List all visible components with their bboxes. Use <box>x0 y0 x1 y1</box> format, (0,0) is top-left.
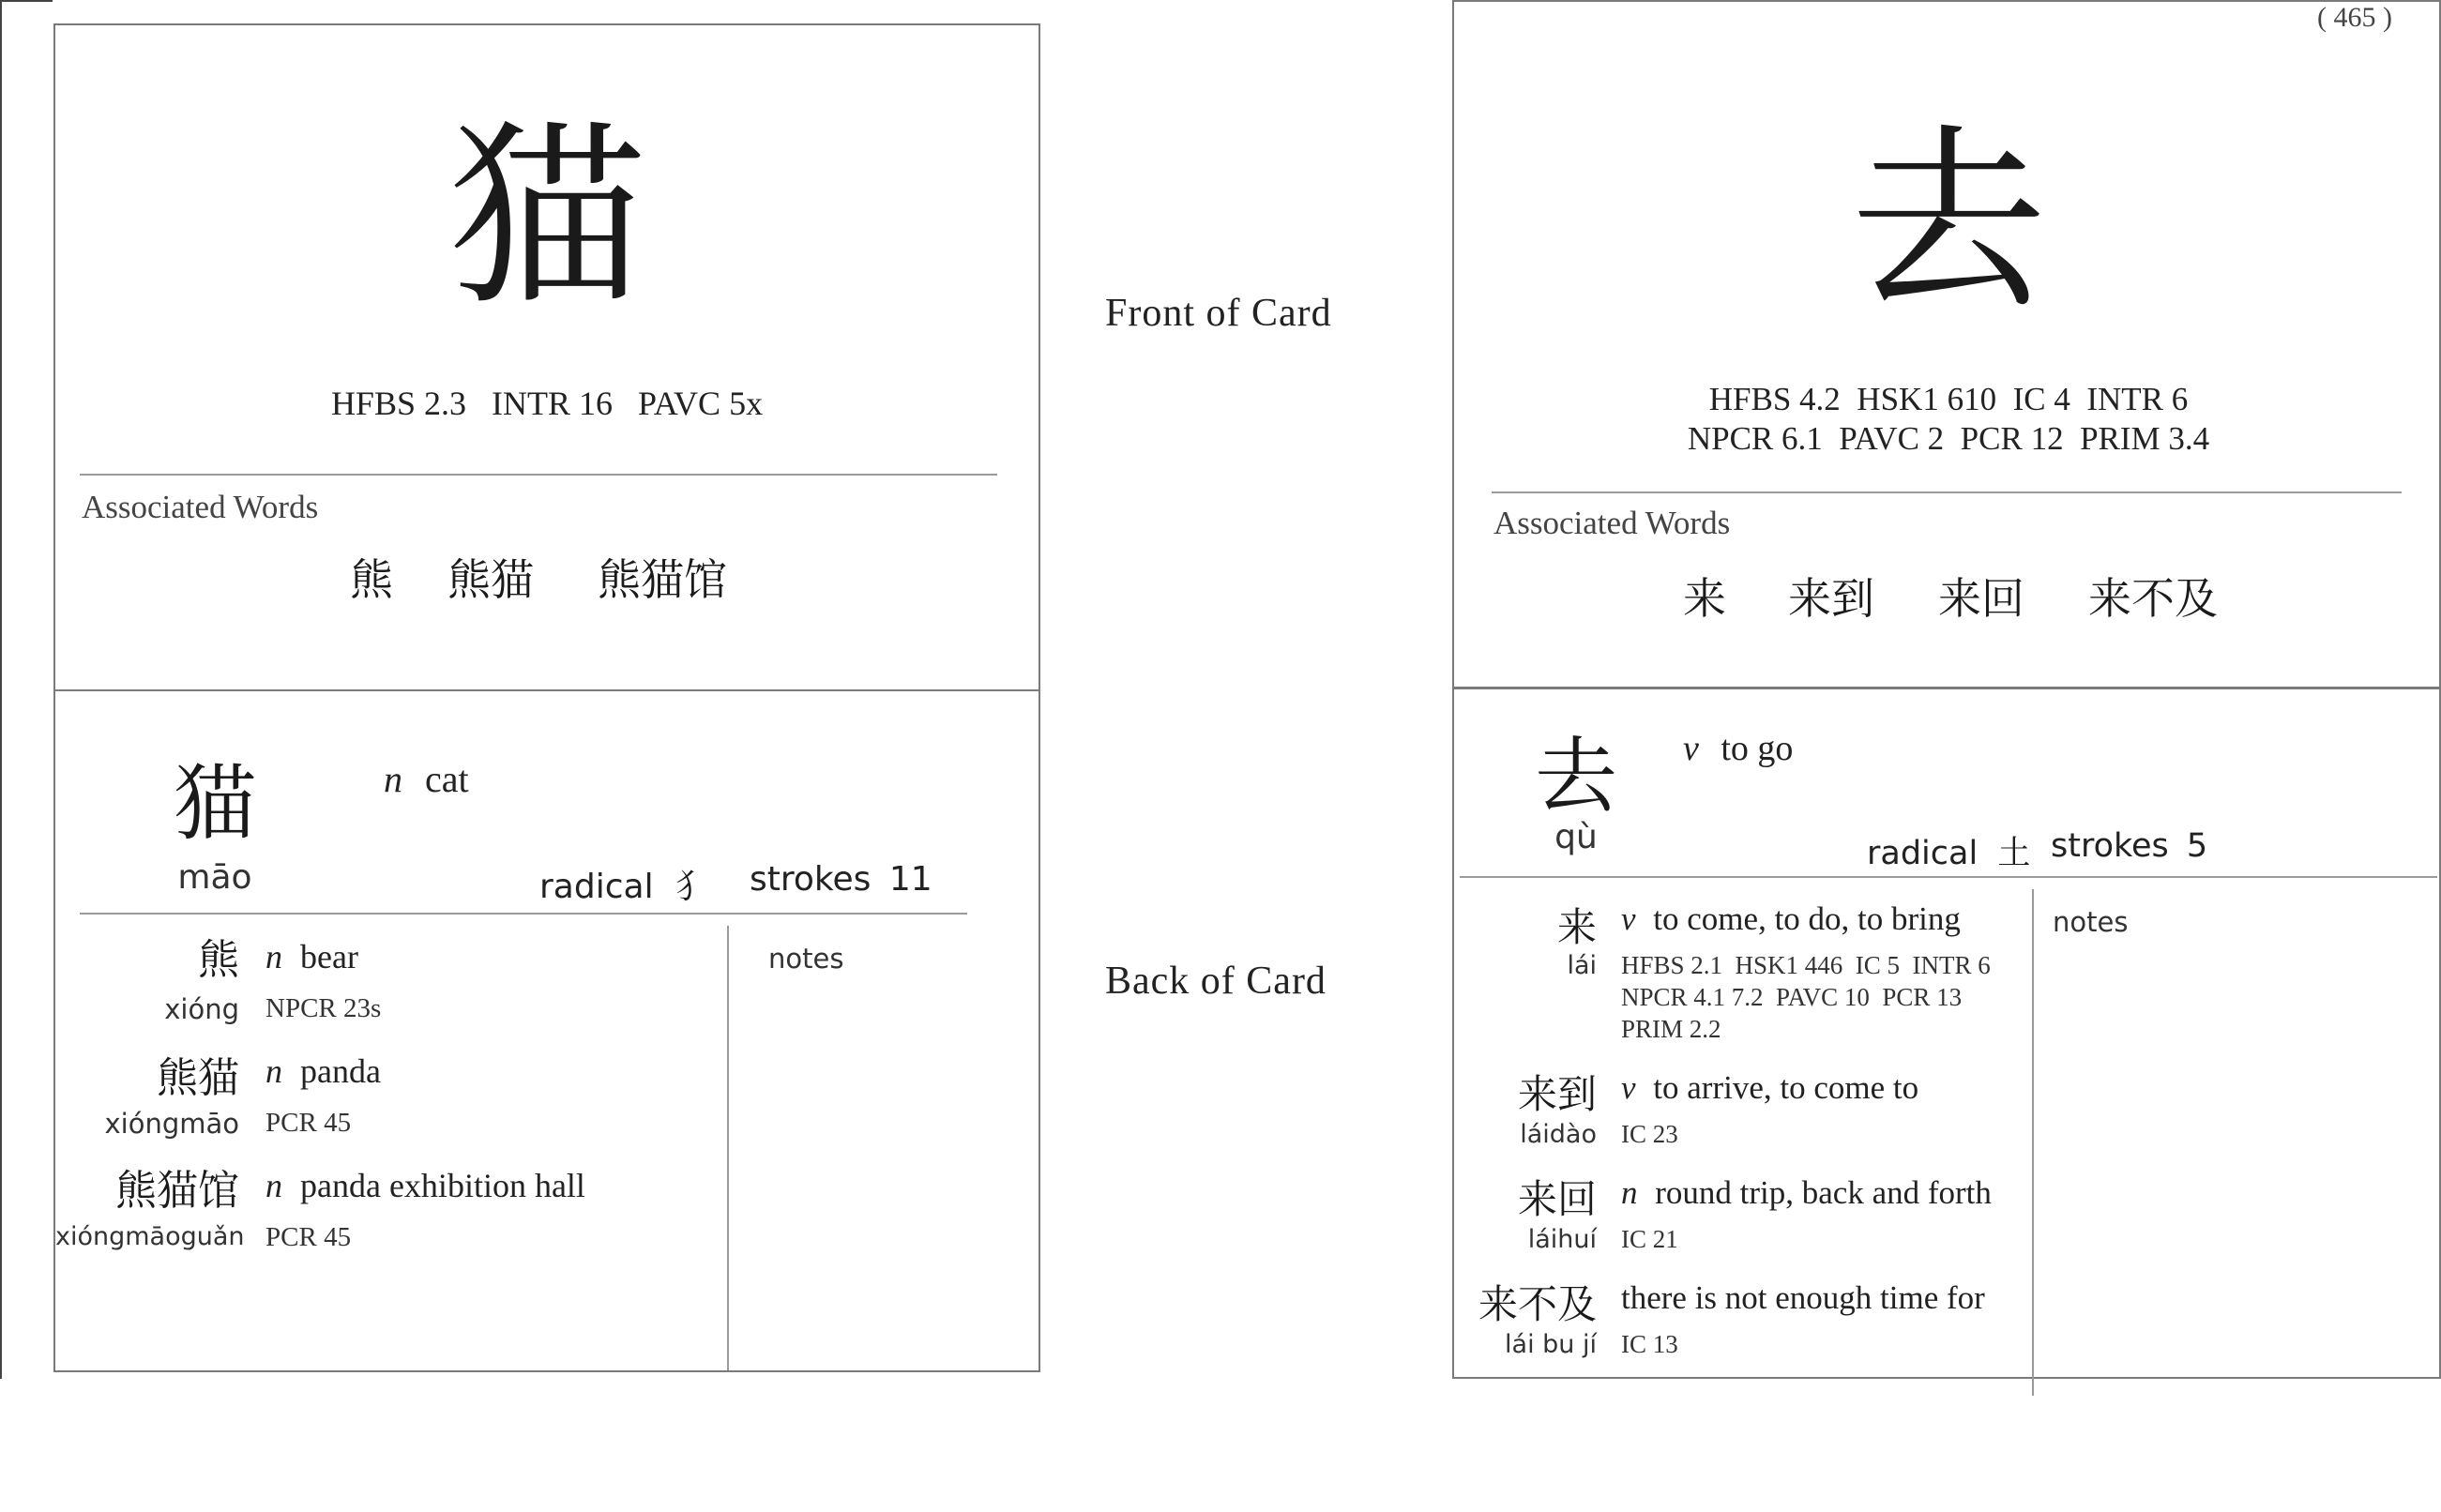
card2-entry-3-def <box>1621 1174 1992 1212</box>
card2-entry-3-refs: IC 21 <box>1621 1225 1678 1253</box>
card1-strokes-value: 11 <box>888 860 932 899</box>
card1-strokes-label: strokes <box>750 860 872 899</box>
card1-entry-3-def <box>265 1166 585 1205</box>
card2-strokes-label: strokes <box>2051 827 2169 865</box>
card1-radical-label: radical <box>539 868 654 906</box>
card1-notes-divider <box>727 926 729 1370</box>
card1-back-divider <box>80 913 967 915</box>
card2-entry-3-pinyin: láihuí <box>1527 1225 1597 1254</box>
card2-front-refs-line2: NPCR 6.1 PAVC 2 PCR 12 PRIM 3.4 <box>1687 420 2210 457</box>
card1-entry-3-hanzi: 熊猫馆 <box>115 1167 239 1215</box>
card2-assoc-word-2: 来到 <box>1788 573 1874 624</box>
page-number: ( 465 ) <box>2317 2 2392 33</box>
card2-entry-3-pos: n <box>1621 1174 1638 1211</box>
card2-back <box>1452 687 2441 1379</box>
card1-back-meaning: cat <box>425 758 469 800</box>
card1-entry-2-hanzi: 熊猫 <box>157 1054 239 1102</box>
card2-assoc-word-3: 来回 <box>1938 573 2024 624</box>
card2-front-refs-line1: HFBS 4.2 HSK1 610 IC 4 INTR 6 <box>1708 381 2189 417</box>
card2-entry-1-refs-line2: NPCR 4.1 7.2 PAVC 10 PCR 13 <box>1621 983 1963 1011</box>
card2-entry-4-hanzi: 来不及 <box>1478 1281 1597 1327</box>
card2-radical-char: 土 <box>1997 835 2031 872</box>
card1-entry-2-refs: PCR 45 <box>265 1108 352 1138</box>
card2-back-meaning: to go <box>1721 729 1794 768</box>
card1-front-divider <box>80 474 997 476</box>
card2-entry-1-meaning: to come, to do, to bring <box>1653 900 1961 937</box>
card2-front-assoc-heading: Associated Words <box>1493 505 1731 541</box>
card2-assoc-word-1: 来 <box>1683 573 1726 624</box>
card1-back-radical <box>539 860 709 908</box>
card2-entry-1-refs-line3: PRIM 2.2 <box>1621 1015 1721 1043</box>
card2-front-character: 去 <box>1849 107 2047 337</box>
card2-entry-2-pinyin: láidào <box>1520 1120 1597 1149</box>
card1-entry-1-def <box>265 937 358 976</box>
left-page-edge <box>0 0 2 1379</box>
card2-notes-divider <box>2032 889 2034 1396</box>
card1-entry-3-refs: PCR 45 <box>265 1222 352 1252</box>
card1-entry-3-meaning: panda exhibition hall <box>300 1167 585 1204</box>
card2-back-definition <box>1683 728 1793 769</box>
card2-entry-1-pinyin: lái <box>1567 951 1597 980</box>
card1-back-character: 猫 <box>173 755 256 852</box>
card1-entry-2-pinyin: xióngmāo <box>104 1108 239 1140</box>
top-page-edge <box>0 0 53 2</box>
card1-assoc-word-3: 熊猫馆 <box>598 554 727 605</box>
front-of-card-label: Front of Card <box>1105 292 1332 335</box>
card2-entry-2-def <box>1621 1069 1918 1107</box>
card1-entry-1-pos: n <box>265 938 282 975</box>
card2-notes-label: notes <box>2053 906 2129 938</box>
card1-entry-1-pinyin: xióng <box>164 993 239 1025</box>
card1-back-pos: n <box>384 758 402 800</box>
card1-notes-label: notes <box>768 943 844 975</box>
card1-entry-1-meaning: bear <box>300 938 358 975</box>
card2-radical-label: radical <box>1867 835 1979 872</box>
card1-back-pinyin: māo <box>177 858 252 897</box>
card2-front-divider <box>1492 491 2402 493</box>
card2-back-divider <box>1460 876 2437 878</box>
card2-entry-2-meaning: to arrive, to come to <box>1653 1069 1919 1106</box>
card2-entry-1-pos: v <box>1621 900 1636 937</box>
card1-back-strokes <box>750 860 932 899</box>
card1-back <box>53 689 1040 1372</box>
card1-entry-3-pos: n <box>265 1167 282 1204</box>
card1-front-character: 猫 <box>447 102 645 332</box>
card2-back-strokes <box>2051 827 2207 865</box>
card1-front-assoc-heading: Associated Words <box>82 489 319 525</box>
card1-entry-2-def <box>265 1051 381 1091</box>
card2-front <box>1452 0 2441 689</box>
card2-entry-1-refs-line1: HFBS 2.1 HSK1 446 IC 5 INTR 6 <box>1621 951 1991 979</box>
card2-back-character: 去 <box>1534 728 1617 824</box>
card1-entry-1-refs: NPCR 23s <box>265 993 382 1023</box>
card2-entry-4-pinyin: lái bu jí <box>1505 1330 1597 1359</box>
card1-assoc-word-1: 熊 <box>350 554 393 605</box>
back-of-card-label: Back of Card <box>1105 960 1327 1003</box>
card2-entry-2-refs: IC 23 <box>1621 1120 1678 1148</box>
card1-assoc-word-2: 熊猫 <box>447 554 534 605</box>
card1-front <box>53 23 1040 691</box>
card1-entry-1-hanzi: 熊 <box>198 936 239 984</box>
card2-entry-2-hanzi: 来到 <box>1517 1071 1597 1117</box>
card2-entry-1-def <box>1621 900 1961 938</box>
card2-entry-2-pos: v <box>1621 1069 1636 1106</box>
card2-assoc-word-4: 来不及 <box>2088 573 2218 624</box>
card2-entry-3-meaning: round trip, back and forth <box>1655 1174 1992 1211</box>
card2-entry-4-meaning: there is not enough time for <box>1621 1279 1985 1316</box>
card1-entry-3-pinyin: xióngmāoguǎn <box>55 1222 245 1251</box>
card2-back-pinyin: qù <box>1554 818 1598 856</box>
card2-strokes-value: 5 <box>2186 827 2208 865</box>
card2-entry-1-hanzi: 来 <box>1556 904 1597 950</box>
card1-radical-char: 犭 <box>675 868 710 906</box>
card2-entry-4-def <box>1621 1279 1985 1317</box>
card1-back-definition <box>384 757 469 801</box>
card2-entry-3-hanzi: 来回 <box>1517 1176 1597 1222</box>
card2-back-pos: v <box>1683 729 1699 768</box>
card1-entry-2-pos: n <box>265 1052 282 1090</box>
card1-front-refs: HFBS 2.3 INTR 16 PAVC 5x <box>330 385 764 422</box>
card1-entry-2-meaning: panda <box>300 1052 381 1090</box>
card2-back-radical <box>1867 827 2030 874</box>
card2-entry-4-refs: IC 13 <box>1621 1330 1678 1358</box>
